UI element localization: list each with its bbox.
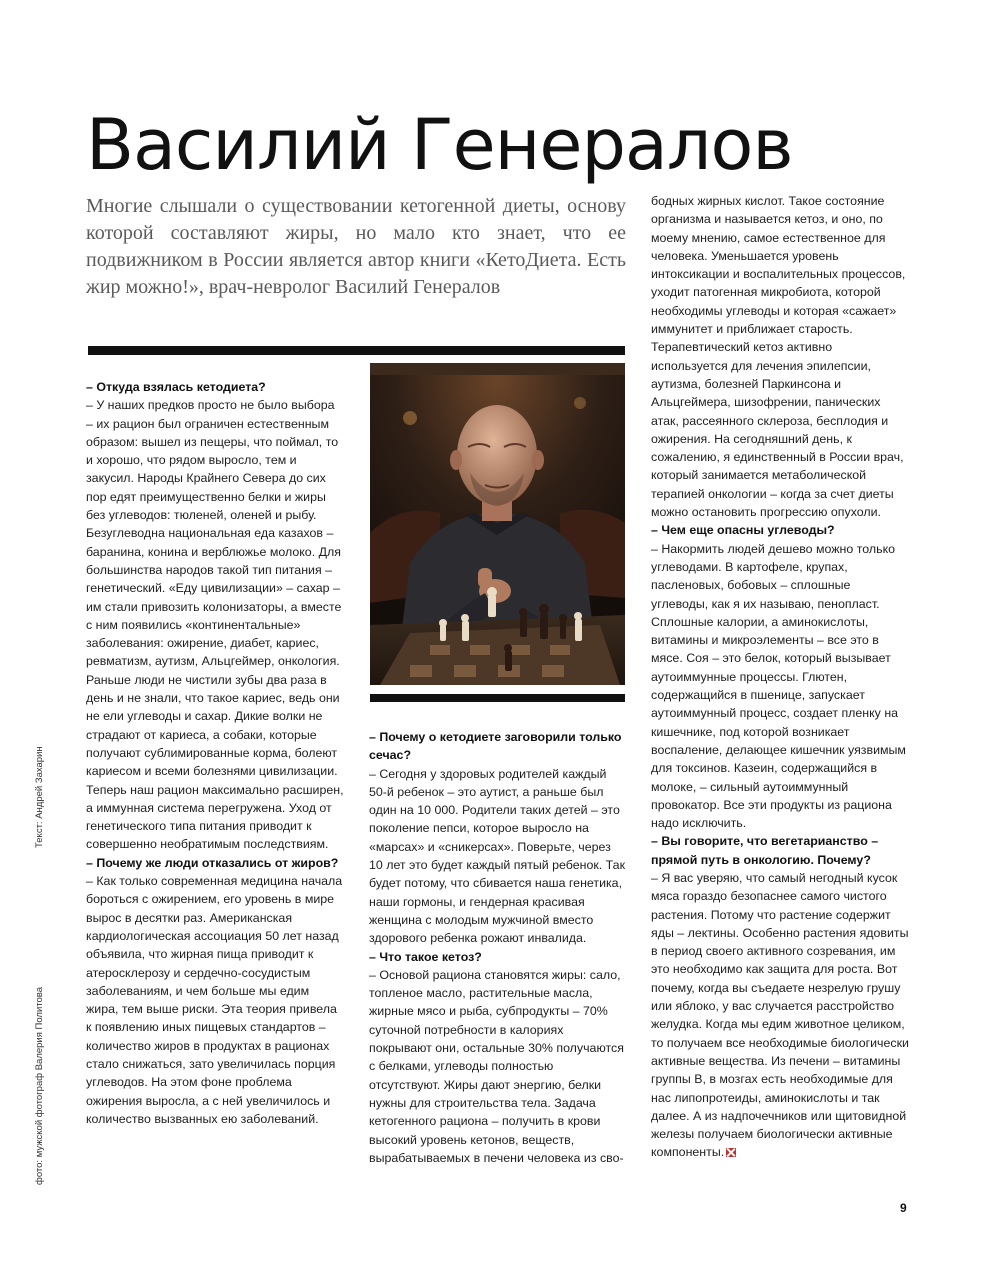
answer: – Сегодня у здоровых родителей каждый 50-й ребенок – это аутист, а раньше был один на 10 000. Родители таких детей – это поколение пепси, которое выросло на «марсах» и «сникерсах». Поверьте, через 10 лет это будет каждый пятый ребенок. Так будет потому, что сбивается наша генетика, наши гормоны, и гендерная красивая женщина с молодым мужчиной вместо здорового ребенка рожают инвалида. (369, 766, 625, 946)
column-1 (86, 378, 344, 1128)
section-rule (88, 346, 625, 355)
column-2 (369, 728, 626, 1167)
answer: бодных жирных кислот. Такое состояние организма и называется кетоз, и оно, по моему мнению, самое естественное для человека. Уменьшается уровень интоксикации и воспалительных процессов, уходит патогенная микробиота, которой необходимы углеводы и которая «сажает» иммунитет и приближает старость. Терапевтический кетоз активно используется для лечения эпилепсии, аутизма, болезней Паркинсона и Альцгеймера, шизофрении, панических атак, рассеянного склероза, бесплодия и ожирения. На сегодняшний день, к сожалению, я единственный в России врач, который занимается метаболической терапией онкологии – когда за счет диеты можно остановить прогрессию опухоли. (651, 194, 906, 520)
portrait-photo (370, 363, 625, 685)
photo-credit: фото: мужской фотограф Валерия Политова (34, 986, 45, 1185)
end-mark-icon (726, 1148, 736, 1157)
question: – Чем еще опасны углеводы? (651, 523, 835, 538)
question: – Что такое кетоз? (369, 949, 482, 964)
page-number: 9 (900, 1201, 907, 1215)
article-title: Василий Генералов (86, 104, 793, 186)
question: – Откуда взялась кетодиета? (86, 380, 266, 394)
answer: – Основой рациона становятся жиры: сало, топленое масло, растительные масла, жирные мясо и рыба, субпродукты – 70% суточной потребности в калориях покрывают они, остальные 30% получаются с белками, углеводы полностью отсутствуют. Жиры дают энергию, белки нужны для строительства тела. Задача кетогенного рациона – получить в крови высокий уровень кетонов, веществ, вырабатываемых в печени человека из сво- (369, 967, 624, 1165)
photo-rule (370, 694, 625, 702)
question: – Вы говорите, что вегетарианство – прямой путь в онкологию. Почему? (651, 834, 879, 867)
answer: – У наших предков просто не было выбора – их рацион был ограничен естественным образом: вышел из пещеры, что поймал, то и хорошо, что рядом выросло, тем и закусил. Народы Крайнего Севера до сих пор едят преимущественно белки и жиры без углеводов: тюленей, оленей и рыбу. Безуглеводна национальная еда казахов – баранина, конина и верблюжье молоко. Для большинства народов такой тип питания – генетический. «Еду цивилизации» – сахар – им стали привозить колонизаторы, а вместе с ним появились «континентальные» заболевания: ожирение, диабет, кариес, ревматизм, аутизм, Альцгеймер, онкология. Раньше люди не чистили зубы два раза в день и не знали, что такое кариес, ведь они не ели углеводы и сахар. Дикие волки не страдают от кариеса, а собаки, которые получают сублимированные корма, болеют кариесом и всеми болезнями цивилизации. Теперь наш рацион максимально расширен, а иммунная система перегружена. Уход от генетического типа питания приводит к совершенно необратимым последствиям. (86, 398, 344, 852)
article-lead: Многие слышали о существовании кетогенной диеты, основу которой составляют жиры, но мало кто знает, что ее подвижником в России является автор книги «КетоДиета. Есть жир можно!», врач-невролог Василий Генералов (86, 195, 626, 298)
question: – Почему о кетодиете заговорили только сечас? (369, 730, 622, 763)
chess-player-illustration (370, 363, 625, 685)
answer-text: – Я вас уверяю, что самый негодный кусок мяса гораздо безопаснее самого чистого растения. Потому что растение содержит яды – лектины. Особенно растения ядовиты в период своего активного созревания, им это необходимо как защита для роста. Вот почему, когда вы съедаете незрелую грушу или яблоко, у вас случается расстройство желудка. Когда мы едим животное целиком, то получаем все необходимые биологически активные вещества. Из печени – витамины группы B, в мозгах есть необходимые для нас липопротеиды, аминокислоты и так далее. А из надпочечников или щитовидной железы получаем биологически активные компоненты. (651, 870, 909, 1160)
column-3 (651, 192, 910, 1162)
answer: – Как только современная медицина начала бороться с ожирением, его уровень в мире вырос в десятки раз. Американская кардиологическая ассоциация 50 лет назад объявила, что жирная пища приводит к атеросклерозу и сердечно-сосудистым заболеваниям, и чем больше мы едим жира, тем выше риски. Эта теория привела к появлению иных пищевых стандартов – количество жиров в продуктах в рационах стало снижаться, зато увеличилась порция углеводов. На этом фоне проблема ожирения выросла, а с ней увеличилось и количество вызванных ею заболеваний. (86, 874, 343, 1126)
text-credit: Текст: Андрей Захарин (34, 746, 45, 848)
question: – Почему же люди отказались от жиров? (86, 855, 339, 870)
answer: – Накормить людей дешево можно только углеводами. В картофеле, крупах, пасленовых, бобовых – сплошные углеводы, как я их называю, пенопласт. Сплошные калории, а аминокислоты, витамины и микроэлементы – все это в мясе. Соя – это белок, который вызывает аутоиммунные процессы. Глютен, содержащийся в пшенице, запускает аутоиммунный процесс, создает пленку на кишечнике, под которой возникает воспаление, делающее кишечник уязвимым для токсинов. Казеин, содержащийся в молоке, – сильный аутоиммунный провокатор. Все эти продукты из рациона надо исключить. (651, 541, 906, 831)
answer (651, 869, 910, 1162)
